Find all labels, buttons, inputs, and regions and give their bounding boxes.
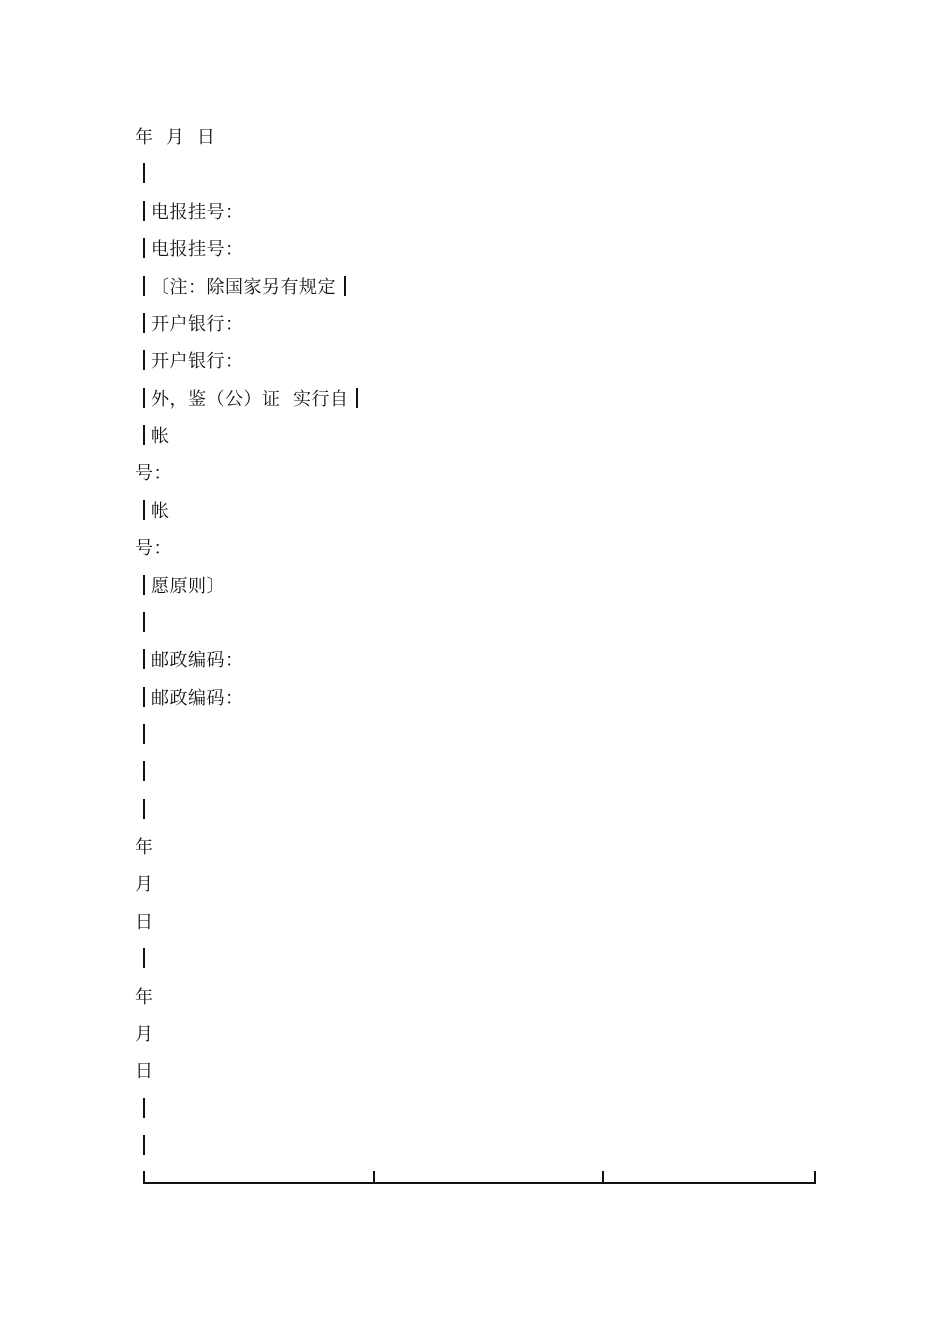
account-label-cont: 号： [135, 463, 172, 484]
blank-row [135, 948, 145, 972]
note-line: 〔注：除国家另有规定 [135, 276, 346, 300]
table-border [143, 388, 145, 408]
postcode-field: 邮政编码： [135, 649, 244, 673]
table-border [143, 799, 145, 819]
table-border [143, 313, 145, 333]
table-column-divider [373, 1171, 375, 1183]
blank-row [135, 1135, 145, 1159]
date-month: 月 [135, 874, 154, 895]
table-border [344, 276, 346, 296]
date-year: 年 [135, 837, 154, 858]
table-border [143, 350, 145, 370]
date-month: 月 [135, 1024, 154, 1045]
table-column-divider [602, 1171, 604, 1183]
note-line: 外，鉴（公）证 实行自 [135, 388, 358, 412]
table-border [143, 612, 145, 632]
table-corner-left [143, 1171, 145, 1183]
table-border [143, 163, 145, 183]
telegraph-field: 电报挂号： [135, 238, 244, 262]
table-border [143, 687, 145, 707]
note-line: 愿原则〕 [135, 575, 225, 599]
date-day: 日 [135, 912, 154, 933]
bank-field: 开户银行： [135, 313, 244, 337]
table-border [143, 425, 145, 445]
table-border [143, 1135, 145, 1155]
table-border [143, 649, 145, 669]
postcode-field: 邮政编码： [135, 687, 244, 711]
table-bottom-line [143, 1182, 816, 1184]
account-label: 帐 [135, 425, 170, 449]
table-border [143, 1098, 145, 1118]
table-border [143, 201, 145, 221]
blank-row [135, 761, 145, 785]
account-label-cont: 号： [135, 538, 172, 559]
table-border [143, 276, 145, 296]
table-border [143, 500, 145, 520]
date-year: 年 [135, 987, 154, 1008]
blank-row [135, 1098, 145, 1122]
telegraph-field: 电报挂号： [135, 201, 244, 225]
table-border [356, 388, 358, 408]
table-corner-right [814, 1171, 816, 1183]
table-border [143, 948, 145, 968]
table-border [143, 724, 145, 744]
table-border [143, 238, 145, 258]
bank-field: 开户银行： [135, 350, 244, 374]
blank-row [135, 799, 145, 823]
table-border [143, 761, 145, 781]
date-day: 日 [135, 1061, 154, 1082]
blank-row [135, 724, 145, 748]
table-border [143, 575, 145, 595]
blank-row [135, 612, 145, 636]
account-label: 帐 [135, 500, 170, 524]
table-bottom-border [143, 1171, 816, 1185]
date-line: 年 月 日 [135, 127, 216, 148]
blank-row [135, 163, 145, 187]
